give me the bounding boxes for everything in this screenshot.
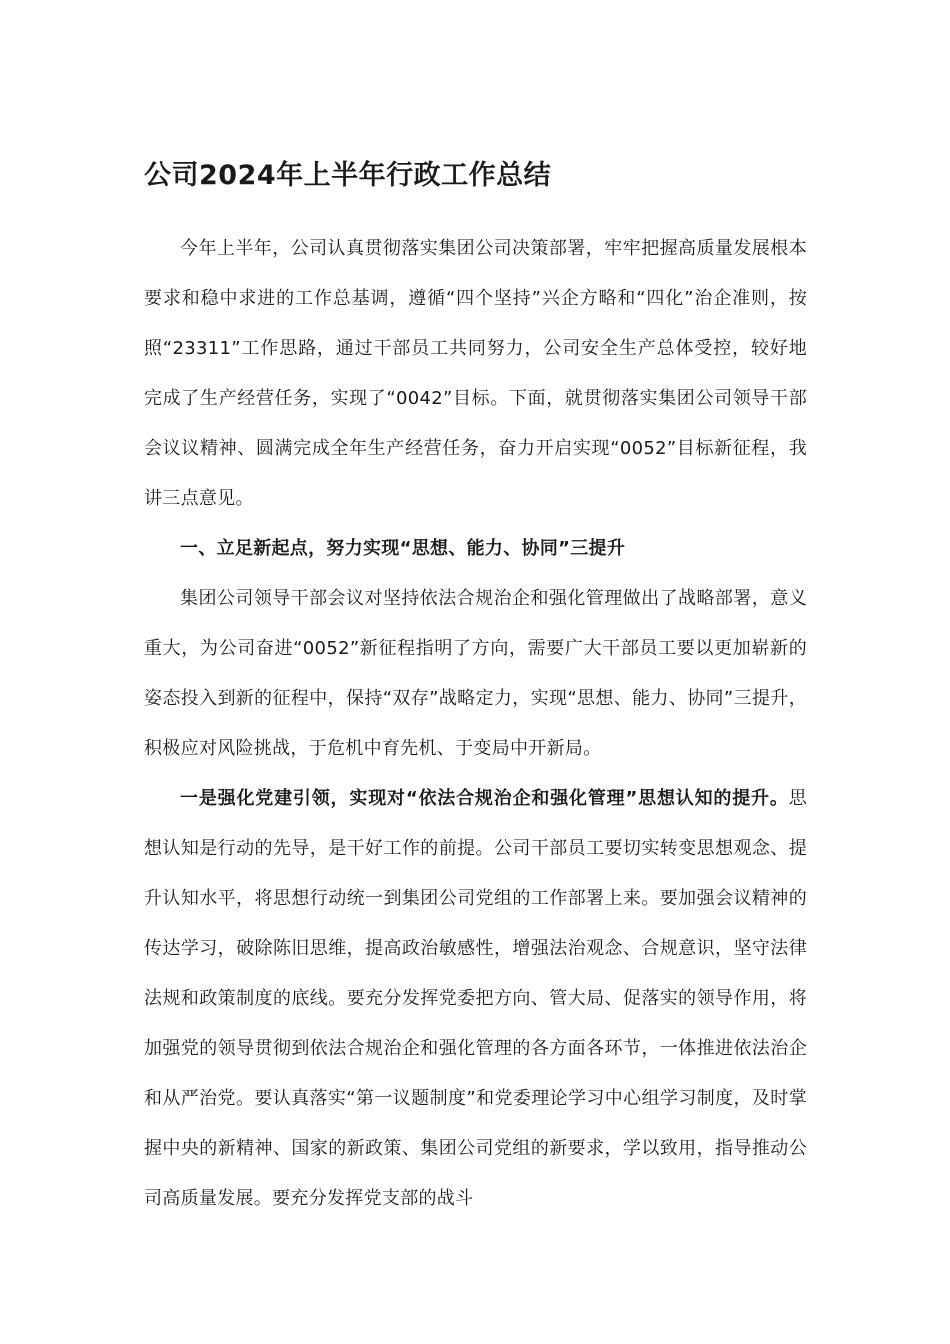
point-1-paragraph <box>144 774 807 1224</box>
section-1-heading: 一、立足新起点，努力实现“思想、能力、协同”三提升 <box>180 538 626 559</box>
intro-paragraph: 今年上半年，公司认真贯彻落实集团公司决策部署，牢牢把握高质量发展根本要求和稳中求进的工作总基调，遵循“四个坚持”兴企方略和“四化”治企准则，按照“23311”工作思路，通过干部员工共同努力，公司安全生产总体受控，较好地完成了生产经营任务，实现了“0042”目标。下面，就贯彻落实集团公司领导干部会议议精神、圆满完成全年生产经营任务，奋力开启实现“0052”目标新征程，我讲三点意见。 <box>144 238 807 509</box>
document-title: 公司2024年上半年行政工作总结 <box>144 160 552 191</box>
point-1-body: 思想认知是行动的先导，是干好工作的前提。公司干部员工要切实转变思想观念、提升认知水平，将思想行动统一到集团公司党组的工作部署上来。要加强会议精神的传达学习，破除陈旧思维，提高政治敏感性，增强法治观念、合规意识，坚守法律法规和政策制度的底线。要充分发挥党委把方向、管大局、促落实的领导作用，将加强党的领导贯彻到依法合规治企和强化管理的各方面各环节，一体推进依法治企和从严治党。要认真落实“第一议题制度”和党委理论学习中心组学习制度，及时掌握中央的新精神、国家的新政策、集团公司党组的新要求，学以致用，指导推动公司高质量发展。要充分发挥党支部的战斗 <box>144 788 807 1209</box>
point-1-lead: 一是强化党建引领，实现对“依法合规治企和强化管理”思想认知的提升。 <box>180 788 789 809</box>
section-1-paragraph: 集团公司领导干部会议对坚持依法合规治企和强化管理做出了战略部署，意义重大，为公司奋进“0052”新征程指明了方向，需要广大干部员工要以更加崭新的姿态投入到新的征程中，保持“双存”战略定力，实现“思想、能力、协同”三提升，积极应对风险挑战，于危机中育先机、于变局中开新局。 <box>144 588 807 759</box>
